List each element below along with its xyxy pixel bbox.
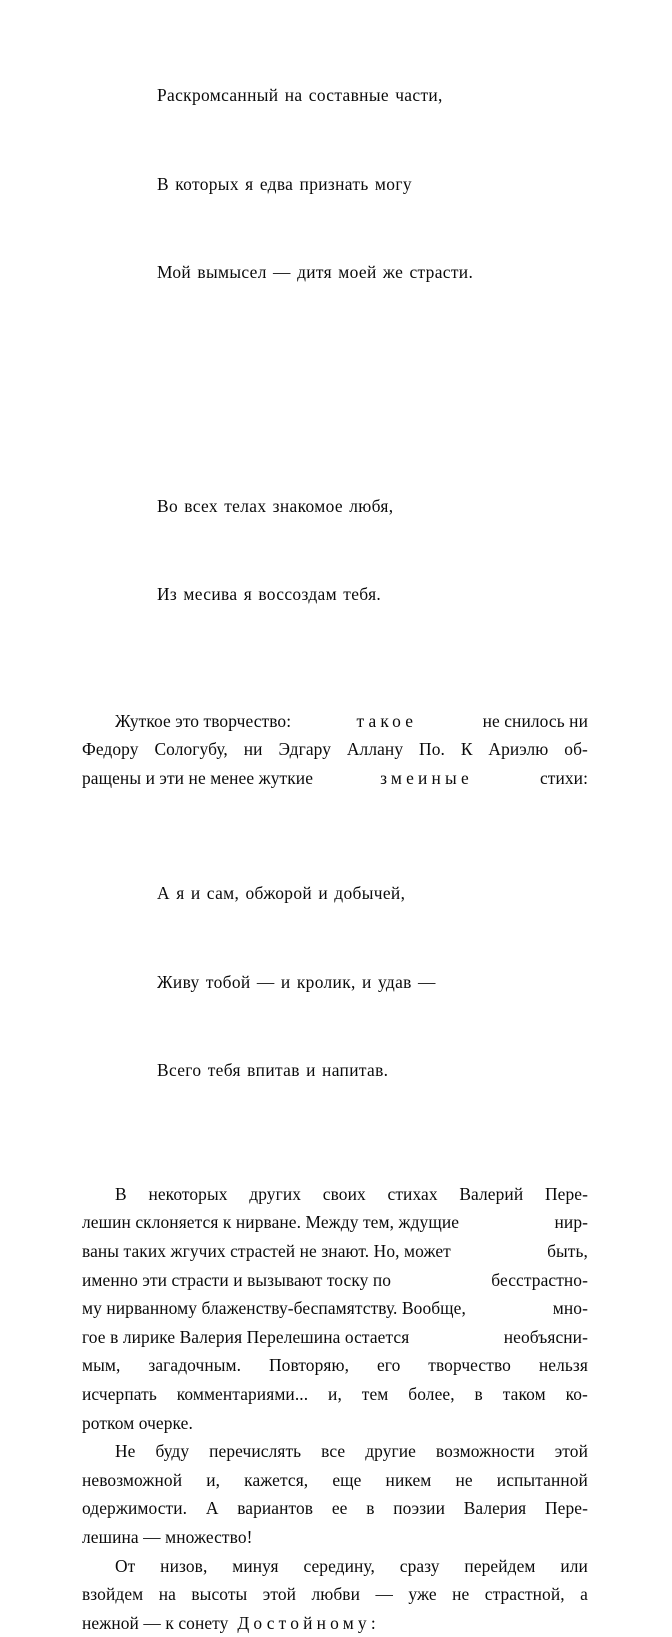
paragraph-indent-and-text: В (82, 1180, 127, 1209)
emphasis-dostoynomu: Достойному (237, 1613, 370, 1633)
paragraph-line-text: уже (408, 1580, 436, 1609)
paragraph-line-text: никем (386, 1466, 432, 1495)
paragraph-line-text: любви (311, 1580, 360, 1609)
paragraph-line-text: этой (263, 1580, 296, 1609)
paragraph-line: лешина — множество! (82, 1523, 588, 1552)
text-column (82, 22, 588, 1637)
paragraph-line (82, 1609, 588, 1637)
paragraph-line-text: или (560, 1552, 588, 1581)
paragraph-line-text: одержимости. (82, 1494, 187, 1523)
paragraph-line-text: низов, (160, 1552, 207, 1581)
paragraph-line-text: поэзии (393, 1494, 445, 1523)
paragraph-line-text: кажется, (244, 1466, 308, 1495)
paragraph-line-text: нельзя (539, 1351, 588, 1380)
paragraph-line-text: Эдгару (278, 735, 331, 764)
paragraph-line-text: его (377, 1351, 400, 1380)
verse-line: В которых я едва признать могу (157, 170, 588, 200)
verse-stanza-2 (157, 433, 588, 669)
paragraph-line-text: быть, (547, 1237, 588, 1266)
paragraph-line-text: А (206, 1494, 219, 1523)
paragraph-line-text: перечислять (209, 1437, 301, 1466)
verse-line: Раскромсанный на составные части, (157, 81, 588, 111)
block-spacer (82, 669, 588, 707)
paragraph-line-text: тем (362, 1380, 389, 1409)
paragraph-line-text: Повторяю, (269, 1351, 349, 1380)
paragraph-line (82, 1294, 588, 1323)
paragraph-line-text: перейдем (464, 1552, 535, 1581)
verse-line: Всего тебя впитав и напитав. (157, 1056, 588, 1086)
paragraph-line-text: испытанной (497, 1466, 588, 1495)
paragraph-line-text: невозможной (82, 1466, 182, 1495)
paragraph-line-text: Пере- (545, 1180, 588, 1209)
block-spacer (82, 1145, 588, 1180)
paragraph-line-text: Ариэлю (488, 735, 548, 764)
paragraph-line-text: нежной — к сонету (82, 1613, 237, 1633)
paragraph-line-text: лешин склоняется к нирване. Между тем, ждущие (82, 1208, 459, 1237)
paragraph-line (82, 1466, 588, 1495)
paragraph-line-text: ее (332, 1494, 348, 1523)
paragraph-line-text: комментариями... (177, 1380, 308, 1409)
verse-stanza-1 (157, 22, 588, 347)
paragraph-line-text: Аллану (347, 735, 403, 764)
paragraph-line-text: более, (408, 1380, 454, 1409)
paragraph-line-text: По. (419, 735, 445, 764)
paragraph-line-text: на (159, 1580, 176, 1609)
paragraph-line-text: этой (555, 1437, 588, 1466)
paragraph-line-text: высоты (191, 1580, 247, 1609)
emphasis-zmeinye: змеиные (380, 764, 473, 793)
paragraph-line (82, 1208, 588, 1237)
paragraph-ot-nizov (82, 1552, 588, 1637)
paragraph-line (82, 707, 588, 736)
paragraph-line (82, 764, 588, 793)
paragraph-line-text: и, (328, 1380, 342, 1409)
paragraph-zhutkoe (82, 707, 588, 793)
block-spacer (82, 792, 588, 820)
paragraph-ne-budu (82, 1437, 588, 1551)
paragraph-line-text: необъясни- (504, 1323, 588, 1352)
paragraph-line-text: ращены и эти не менее жуткие (82, 764, 313, 793)
paragraph-line-text: стихи: (540, 764, 588, 793)
paragraph-line-text: мым, (82, 1351, 120, 1380)
verse-line: Из месива я воссоздам тебя. (157, 580, 588, 610)
verse-line: Живу тобой — и кролик, и удав — (157, 968, 588, 998)
paragraph-line (82, 1580, 588, 1609)
paragraph-line-text: — (375, 1580, 393, 1609)
paragraph-line-text: К (461, 735, 473, 764)
paragraph-line-text: ни (244, 735, 263, 764)
paragraph-line-text: не (455, 1466, 472, 1495)
paragraph-line-text: в (475, 1380, 483, 1409)
paragraph-line-text: середину, (303, 1552, 375, 1581)
paragraph-line-text: ваны таких жгучих страстей не знают. Но, может (82, 1237, 451, 1266)
paragraph-line-text: стихах (388, 1180, 438, 1209)
paragraph-line-tail: не снилось ни (483, 707, 588, 736)
paragraph-line-text: вариантов (237, 1494, 313, 1523)
paragraph-line (82, 1437, 588, 1466)
verse-line: А я и сам, обжорой и добычей, (157, 879, 588, 909)
paragraph-line-text: возможности (436, 1437, 535, 1466)
paragraph-line-text: Валерия (464, 1494, 527, 1523)
paragraph-line-text: все (321, 1437, 345, 1466)
paragraph-line-text: некоторых (148, 1180, 227, 1209)
paragraph-line-text: загадочным. (148, 1351, 241, 1380)
paragraph-nirvana (82, 1180, 588, 1437)
paragraph-line-text: му нирванному блаженству-беспамятству. Вообще, (82, 1294, 466, 1323)
verse-line: Мой вымысел — дитя моей же страсти. (157, 258, 588, 288)
paragraph-line (82, 1266, 588, 1295)
emphasis-takoe: такое (356, 707, 417, 736)
paragraph-line-text: исчерпать (82, 1380, 157, 1409)
paragraph-indent-and-text: Не (82, 1437, 135, 1466)
paragraph-line (82, 1237, 588, 1266)
paragraph-line-text: а (580, 1580, 588, 1609)
paragraph-line-text: не (452, 1580, 469, 1609)
paragraph-line-text: своих (323, 1180, 366, 1209)
paragraph-line-text: бесстрастно- (491, 1266, 588, 1295)
paragraph-indent-and-text: Жуткое это творчество: (82, 707, 291, 736)
paragraph-line-text: нир- (555, 1208, 589, 1237)
paragraph-line-text: и, (206, 1466, 220, 1495)
paragraph-line-text: в (366, 1494, 374, 1523)
paragraph-line (82, 1380, 588, 1409)
paragraph-line-text: таком (503, 1380, 546, 1409)
paragraph-line-text: взойдем (82, 1580, 143, 1609)
paragraph-line-text: Валерий (459, 1180, 523, 1209)
block-spacer (82, 347, 588, 433)
paragraph-line-text: именно эти страсти и вызывают тоску по (82, 1266, 391, 1295)
paragraph-line-text: Сологубу, (154, 735, 227, 764)
paragraph-line-text: страстной, (485, 1580, 565, 1609)
verse-line: Во всех телах знакомое любя, (157, 492, 588, 522)
paragraph-line-text: сразу (400, 1552, 440, 1581)
paragraph-line-text: мно- (553, 1294, 588, 1323)
paragraph-line-text: Федору (82, 735, 139, 764)
paragraph-line-text: буду (155, 1437, 189, 1466)
paragraph-line (82, 1494, 588, 1523)
verse-stanza-3 (157, 820, 588, 1145)
paragraph-line (82, 1180, 588, 1209)
paragraph-line-text: Пере- (545, 1494, 588, 1523)
paragraph-line: ротком очерке. (82, 1409, 588, 1438)
paragraph-line-text: еще (332, 1466, 361, 1495)
paragraph-line-colon: : (371, 1613, 376, 1633)
paragraph-indent-and-text: От (82, 1552, 135, 1581)
paragraph-line (82, 1552, 588, 1581)
paragraph-line (82, 1323, 588, 1352)
paragraph-line-text: творчество (428, 1351, 511, 1380)
paragraph-line-text: минуя (232, 1552, 278, 1581)
paragraph-line (82, 735, 588, 764)
paragraph-line-text: другие (365, 1437, 416, 1466)
paragraph-line-text: об- (564, 735, 588, 764)
paragraph-line (82, 1351, 588, 1380)
paragraph-line-text: других (249, 1180, 301, 1209)
paragraph-line-text: ко- (566, 1380, 588, 1409)
paragraph-line-text: гое в лирике Валерия Перелешина остается (82, 1323, 409, 1352)
